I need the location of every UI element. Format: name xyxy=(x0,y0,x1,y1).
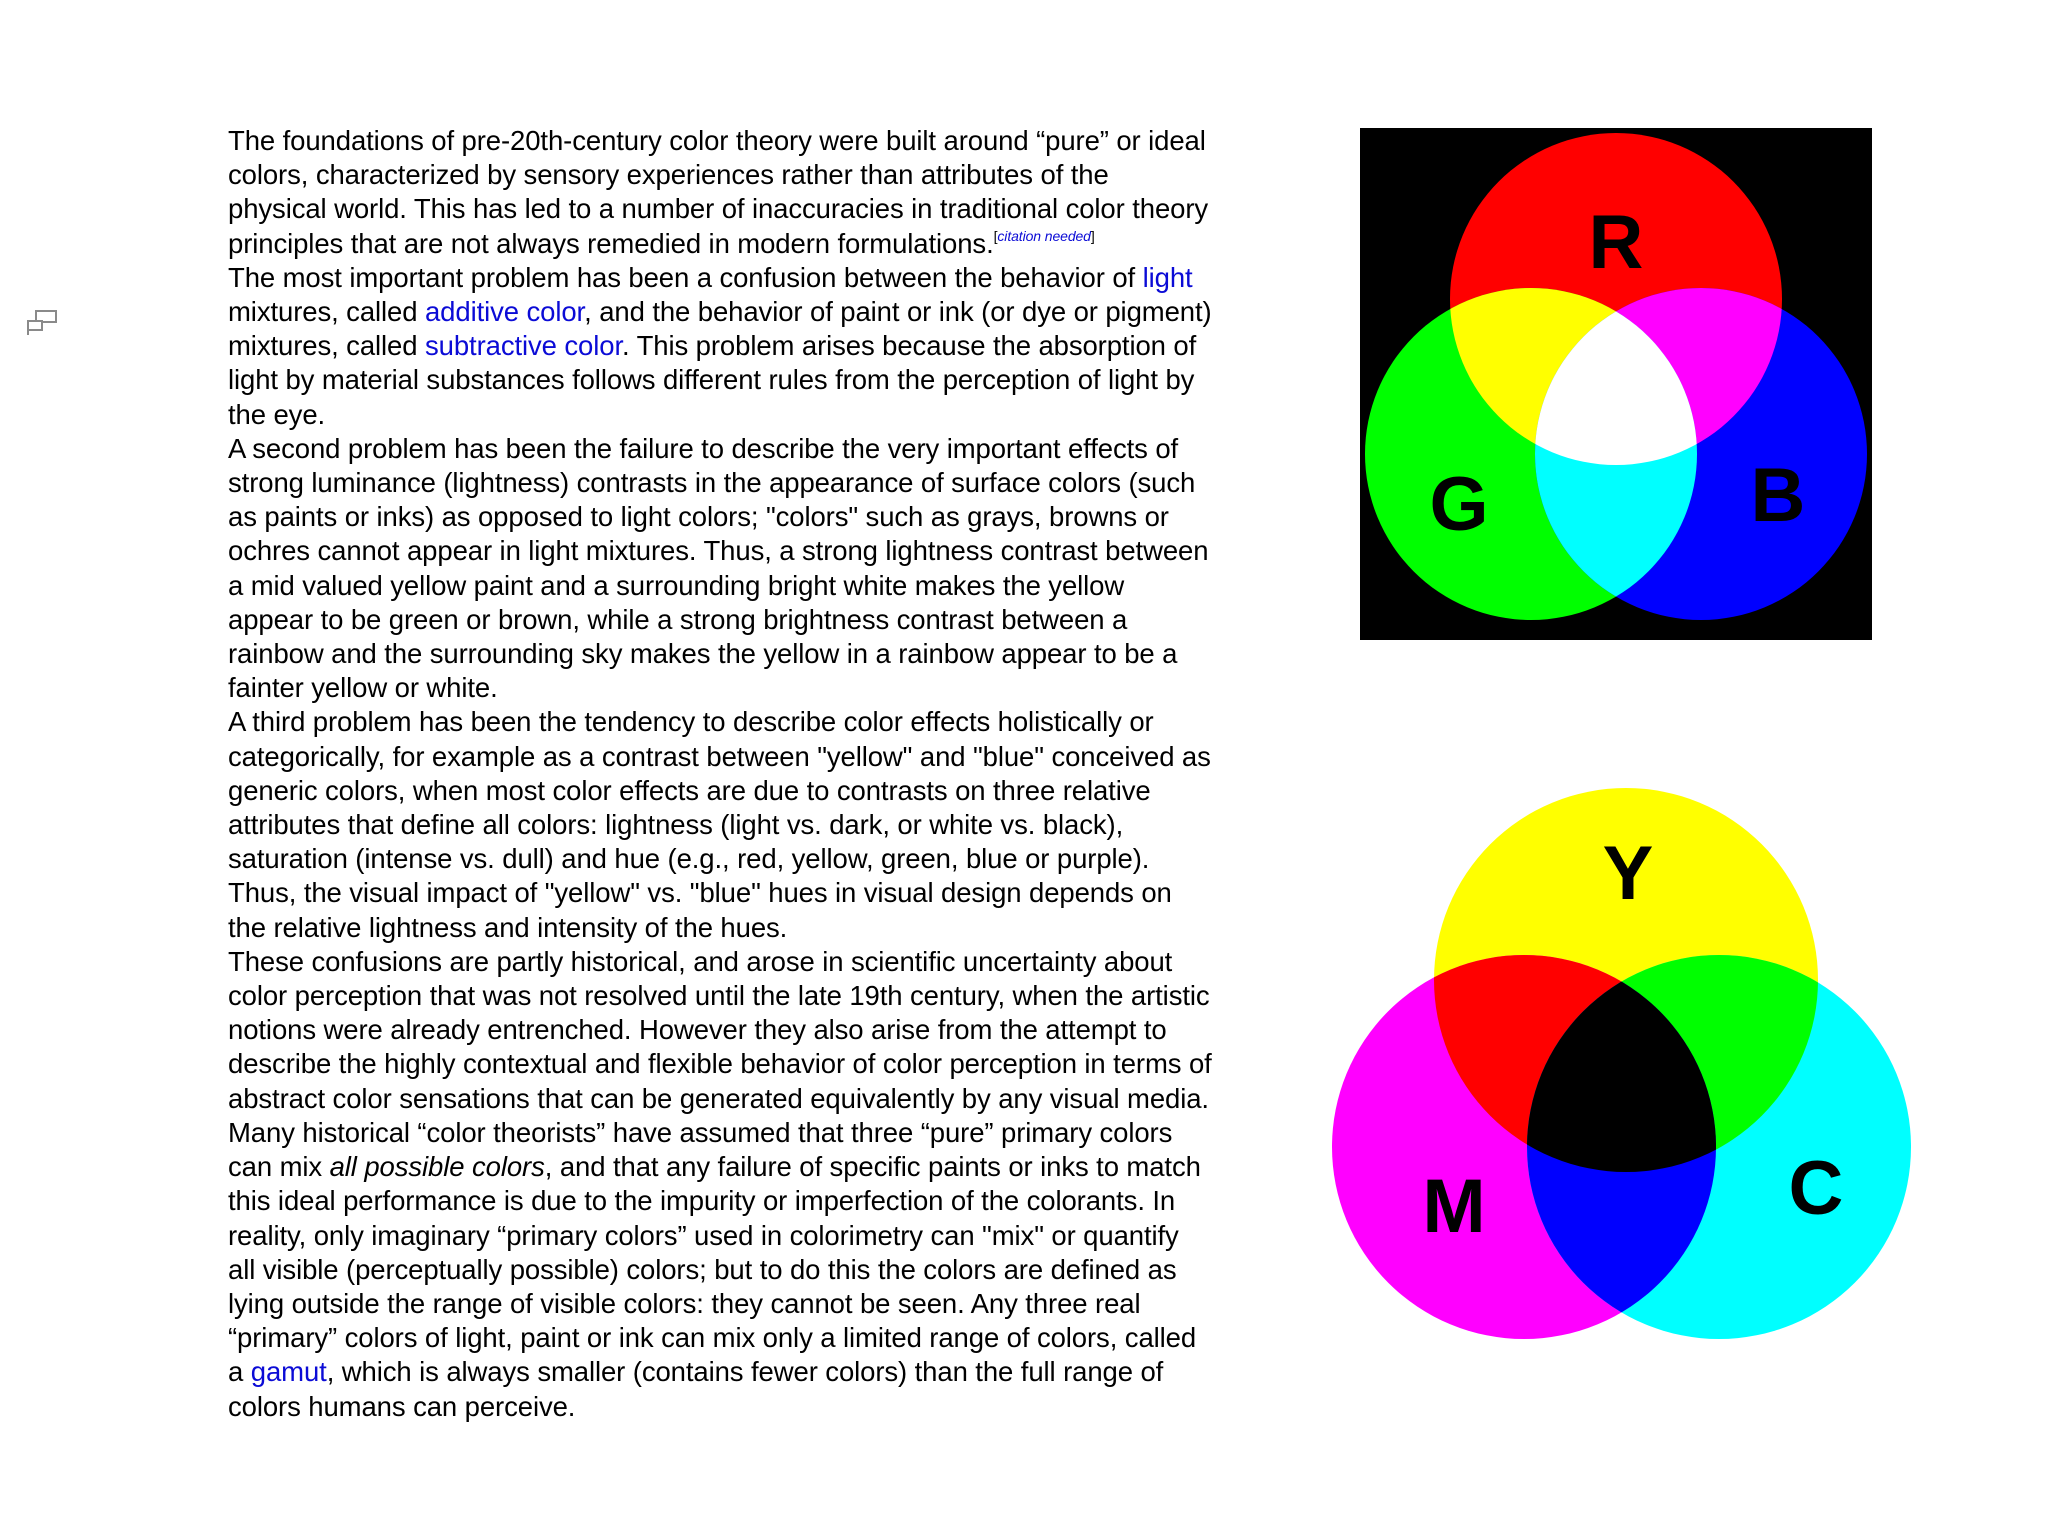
paragraph-text: , which is always smaller (contains fewer colors) than the full range of colors humans can perceive. xyxy=(228,1356,1164,1422)
label-m: M xyxy=(1422,1164,1486,1250)
paragraph-foundations xyxy=(228,124,1213,261)
label-y: Y xyxy=(1602,831,1654,917)
subtractive-color-diagram xyxy=(1330,784,1920,1344)
citation-bracket-close: ] xyxy=(1090,227,1095,244)
label-c: C xyxy=(1788,1146,1844,1232)
citation-needed-link[interactable]: citation needed xyxy=(997,227,1091,244)
label-g: G xyxy=(1429,462,1489,548)
emphasis-text: all possible colors xyxy=(329,1151,545,1183)
paragraph-text: , and that any failure of specific paints or inks to match this ideal performance is due to the impurity or imperfection of the colorants. In reality, only imaginary “primary colors” used in colorimetry can "mix" or quantify all visible (perceptually possible) colors; but to do this the colors are defined as lying outside the range of visible colors: they cannot be seen. Any three real “primary” colors of light, paint or ink can mix only a limited range of colors, called a xyxy=(228,1151,1201,1388)
paragraph-text: , and the behavior of paint or ink (or dye or pigment) mixtures, called xyxy=(228,296,1212,362)
paragraph-text: mixtures, called xyxy=(228,296,425,328)
paragraph-first-problem xyxy=(228,261,1213,432)
paragraph-second-problem: A second problem has been the failure to describe the very important effects of strong luminance (lightness) contrasts in the appearance of surface colors (such as paints or inks) as opposed to light colors; "colors" such as grays, browns or ochres cannot appear in light mixtures. Thus, a strong lightness contrast between a mid valued yellow paint and a surrounding bright white makes the yellow appear to be green or brown, while a strong brightness contrast between a rainbow and the surrounding sky makes the yellow in a rainbow appear to be a fainter yellow or white. xyxy=(228,432,1209,704)
paragraph-text: The foundations of pre-20th-century color theory were built around “pure” or ideal colors, characterized by sensory experiences rather than attributes of the physical world. This has led to a number of inaccuracies in traditional color theory principles that are not always remedied in modern formulations. xyxy=(228,125,1209,259)
light-link[interactable]: light xyxy=(1142,261,1193,293)
label-b: B xyxy=(1750,453,1806,539)
label-r: R xyxy=(1588,200,1644,286)
additive-color-link[interactable]: additive color xyxy=(424,296,585,328)
citation-bracket-open: [ xyxy=(993,227,998,244)
paragraph-text: Many historical “color theorists” have assumed that three “pure” primary colors can mix xyxy=(228,1116,1173,1183)
citation-marker xyxy=(994,228,1095,244)
subtractive-color-link[interactable]: subtractive color xyxy=(424,330,622,362)
additive-color-diagram xyxy=(1360,128,1872,640)
paragraph-text: The most important problem has been a confusion between the behavior of xyxy=(228,261,1143,293)
paragraph-confusions: These confusions are partly historical, and arose in scientific uncertainty about color perception that was not resolved until the late 19th century, when the artistic notions were already entrenched. However they also arise from the attempt to describe the highly contextual and flexible behavior of color perception in terms of abstract color sensations that can be generated equivalently by any visual media. xyxy=(228,945,1212,1114)
gamut-link[interactable]: gamut xyxy=(250,1356,327,1388)
comment-icon[interactable] xyxy=(25,308,59,336)
paragraph-color-theorists xyxy=(228,1116,1213,1424)
paragraph-text: . This problem arises because the absorption of light by material substances follows different rules from the perception of light by the eye. xyxy=(228,330,1197,430)
paragraph-third-problem: A third problem has been the tendency to describe color effects holistically or categorically, for example as a contrast between "yellow" and "blue" conceived as generic colors, when most color effects are due to contrasts on three relative attributes that define all colors: lightness (light vs. dark, or white vs. black), saturation (intense vs. dull) and hue (e.g., red, yellow, green, blue or purple). Thus, the visual impact of "yellow" vs. "blue" hues in visual design depends on the relative lightness and intensity of the hues. xyxy=(228,706,1211,943)
article-text xyxy=(228,124,1213,1424)
